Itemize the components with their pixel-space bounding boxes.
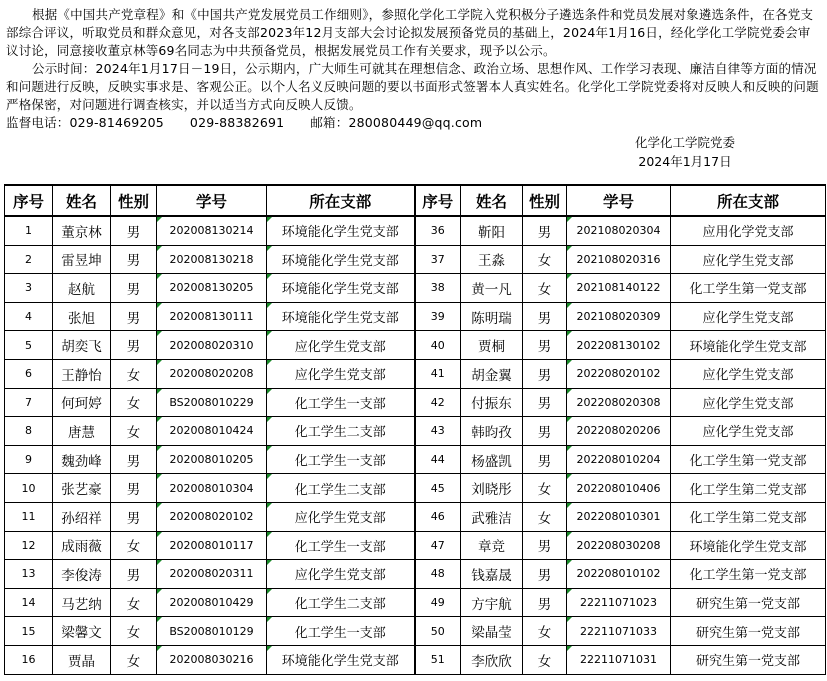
gender-cell: 女: [111, 645, 157, 674]
name-cell: 贾晶: [53, 645, 111, 674]
branch-cell: 化工学生二支部: [267, 588, 415, 617]
header-student-id: 学号: [567, 185, 671, 216]
gender-cell: 女: [523, 245, 567, 274]
gender-cell: 女: [111, 359, 157, 388]
branch-cell: 环境能化学生党支部: [671, 531, 826, 560]
signature-org: 化学化工学院党委: [634, 135, 735, 150]
contact-label: 监督电话：: [6, 115, 70, 130]
branch-cell: 应化学生党支部: [671, 245, 826, 274]
header-student-id: 学号: [157, 185, 267, 216]
gender-cell: 男: [523, 531, 567, 560]
branch-cell: 化工学生二支部: [267, 474, 415, 503]
serial-cell: 16: [5, 645, 53, 674]
gender-cell: 男: [523, 445, 567, 474]
gender-cell: 男: [111, 302, 157, 331]
header-gender: 性别: [523, 185, 567, 216]
branch-cell: 应化学生党支部: [267, 502, 415, 531]
gender-cell: 男: [111, 445, 157, 474]
student-id-cell: 202208010204: [567, 445, 671, 474]
table-row: [5, 216, 826, 245]
serial-cell: 5: [5, 331, 53, 360]
serial-cell: 47: [415, 531, 461, 560]
name-cell: 靳阳: [461, 216, 523, 245]
email-label: 邮箱：: [310, 115, 349, 130]
serial-cell: 45: [415, 474, 461, 503]
student-id-cell: 202008010424: [157, 417, 267, 446]
branch-cell: 应化学生党支部: [671, 359, 826, 388]
serial-cell: 40: [415, 331, 461, 360]
table-row: [5, 445, 826, 474]
gender-cell: 男: [523, 560, 567, 589]
branch-cell: 应用化学党支部: [671, 216, 826, 245]
branch-cell: 化工学生第一党支部: [671, 445, 826, 474]
gender-cell: 男: [523, 302, 567, 331]
serial-cell: 9: [5, 445, 53, 474]
header-serial: 序号: [5, 185, 53, 216]
branch-cell: 研究生第一党支部: [671, 588, 826, 617]
student-id-cell: 202008130218: [157, 245, 267, 274]
gender-cell: 男: [523, 331, 567, 360]
serial-cell: 48: [415, 560, 461, 589]
serial-cell: 7: [5, 388, 53, 417]
gender-cell: 女: [111, 588, 157, 617]
student-id-cell: 202008020310: [157, 331, 267, 360]
notice-paragraph-2: 公示时间：2024年1月17日－19日，公示期内，广大师生可就其在理想信念、政治立场、思想作风、工作学习表现、廉洁自律等方面的情况和问题进行反映，反映实事求是、客观公正。以个人名义反映问题的要以书面形式签署本人真实姓名。化学化工学院党委将对反映人和反映的问题严格保密，对问题进行调查核实，并以适当方式向反映人反馈。: [6, 61, 819, 112]
branch-cell: 应化学生党支部: [267, 560, 415, 589]
student-id-cell: 202008020311: [157, 560, 267, 589]
table-row: [5, 302, 826, 331]
branch-cell: 化工学生一支部: [267, 388, 415, 417]
name-cell: 武雅洁: [461, 502, 523, 531]
serial-cell: 3: [5, 274, 53, 303]
branch-cell: 化工学生第二党支部: [671, 502, 826, 531]
name-cell: 成雨薇: [53, 531, 111, 560]
serial-cell: 11: [5, 502, 53, 531]
name-cell: 董京林: [53, 216, 111, 245]
name-cell: 梁晶莹: [461, 617, 523, 646]
name-cell: 钱嘉晟: [461, 560, 523, 589]
gender-cell: 女: [111, 617, 157, 646]
table-row: [5, 617, 826, 646]
name-cell: 张艺豪: [53, 474, 111, 503]
name-cell: 陈明瑞: [461, 302, 523, 331]
student-id-cell: 22211071033: [567, 617, 671, 646]
student-id-cell: 202008130111: [157, 302, 267, 331]
gender-cell: 男: [111, 502, 157, 531]
name-cell: 黄一凡: [461, 274, 523, 303]
serial-cell: 38: [415, 274, 461, 303]
table-row: [5, 645, 826, 674]
gender-cell: 男: [111, 474, 157, 503]
serial-cell: 39: [415, 302, 461, 331]
branch-cell: 环境能化学生党支部: [267, 245, 415, 274]
student-id-cell: 202008130214: [157, 216, 267, 245]
serial-cell: 10: [5, 474, 53, 503]
branch-cell: 应化学生党支部: [671, 302, 826, 331]
serial-cell: 42: [415, 388, 461, 417]
branch-cell: 化工学生第二党支部: [671, 474, 826, 503]
serial-cell: 4: [5, 302, 53, 331]
name-cell: 李欣欣: [461, 645, 523, 674]
serial-cell: 50: [415, 617, 461, 646]
gender-cell: 女: [111, 531, 157, 560]
header-branch: 所在支部: [267, 185, 415, 216]
serial-cell: 1: [5, 216, 53, 245]
branch-cell: 化工学生一支部: [267, 617, 415, 646]
student-id-cell: 202208020102: [567, 359, 671, 388]
branch-cell: 环境能化学生党支部: [671, 331, 826, 360]
serial-cell: 13: [5, 560, 53, 589]
table-row: [5, 474, 826, 503]
serial-cell: 41: [415, 359, 461, 388]
gender-cell: 男: [111, 331, 157, 360]
name-cell: 王淼: [461, 245, 523, 274]
table-header-row: [5, 185, 826, 216]
gender-cell: 男: [111, 216, 157, 245]
branch-cell: 化工学生第一党支部: [671, 560, 826, 589]
table-row: [5, 359, 826, 388]
student-id-cell: 202108140122: [567, 274, 671, 303]
student-id-cell: 202208010102: [567, 560, 671, 589]
serial-cell: 36: [415, 216, 461, 245]
name-cell: 赵航: [53, 274, 111, 303]
branch-cell: 环境能化学生党支部: [267, 274, 415, 303]
table-row: [5, 331, 826, 360]
gender-cell: 男: [523, 216, 567, 245]
student-id-cell: 202008130205: [157, 274, 267, 303]
student-id-cell: BS2008010129: [157, 617, 267, 646]
branch-cell: 化工学生第一党支部: [671, 274, 826, 303]
branch-cell: 化工学生一支部: [267, 531, 415, 560]
gender-cell: 女: [523, 274, 567, 303]
student-id-cell: BS2008010229: [157, 388, 267, 417]
member-table: [4, 184, 826, 675]
gender-cell: 女: [523, 474, 567, 503]
branch-cell: 化工学生一支部: [267, 445, 415, 474]
gender-cell: 男: [523, 359, 567, 388]
serial-cell: 46: [415, 502, 461, 531]
student-id-cell: 202208020206: [567, 417, 671, 446]
student-id-cell: 202108020304: [567, 216, 671, 245]
name-cell: 何珂婷: [53, 388, 111, 417]
serial-cell: 2: [5, 245, 53, 274]
branch-cell: 研究生第一党支部: [671, 617, 826, 646]
table-row: [5, 560, 826, 589]
header-name: 姓名: [53, 185, 111, 216]
gender-cell: 女: [111, 388, 157, 417]
name-cell: 唐慧: [53, 417, 111, 446]
branch-cell: 应化学生党支部: [267, 359, 415, 388]
name-cell: 王静怡: [53, 359, 111, 388]
name-cell: 李俊涛: [53, 560, 111, 589]
gender-cell: 女: [523, 645, 567, 674]
signature-block: [605, 133, 765, 171]
gender-cell: 男: [111, 274, 157, 303]
student-id-cell: 202008010304: [157, 474, 267, 503]
name-cell: 梁馨文: [53, 617, 111, 646]
gender-cell: 女: [523, 502, 567, 531]
name-cell: 韩昀孜: [461, 417, 523, 446]
student-id-cell: 202008010117: [157, 531, 267, 560]
gender-cell: 女: [111, 417, 157, 446]
serial-cell: 49: [415, 588, 461, 617]
student-id-cell: 202208020308: [567, 388, 671, 417]
name-cell: 刘晓彤: [461, 474, 523, 503]
table-row: [5, 274, 826, 303]
serial-cell: 51: [415, 645, 461, 674]
gender-cell: 男: [111, 245, 157, 274]
student-id-cell: 202108020316: [567, 245, 671, 274]
student-id-cell: 202008030216: [157, 645, 267, 674]
branch-cell: 应化学生党支部: [671, 388, 826, 417]
student-id-cell: 22211071031: [567, 645, 671, 674]
table-row: [5, 531, 826, 560]
name-cell: 方宇航: [461, 588, 523, 617]
phone-1: 029-81469205: [69, 115, 164, 130]
table-body: [5, 216, 826, 674]
gender-cell: 女: [523, 617, 567, 646]
name-cell: 章竞: [461, 531, 523, 560]
signature-date: 2024年1月17日: [638, 154, 732, 169]
serial-cell: 8: [5, 417, 53, 446]
email: 280080449@qq.com: [348, 115, 483, 130]
name-cell: 魏劲峰: [53, 445, 111, 474]
header-gender: 性别: [111, 185, 157, 216]
table-row: [5, 245, 826, 274]
serial-cell: 6: [5, 359, 53, 388]
table-row: [5, 388, 826, 417]
name-cell: 马艺纳: [53, 588, 111, 617]
student-id-cell: 202008010429: [157, 588, 267, 617]
serial-cell: 43: [415, 417, 461, 446]
name-cell: 雷昱坤: [53, 245, 111, 274]
gender-cell: 男: [523, 588, 567, 617]
header-branch: 所在支部: [671, 185, 826, 216]
gender-cell: 男: [523, 417, 567, 446]
student-id-cell: 202208010301: [567, 502, 671, 531]
serial-cell: 44: [415, 445, 461, 474]
name-cell: 胡奕飞: [53, 331, 111, 360]
contact-line: [6, 114, 821, 132]
student-id-cell: 202008020102: [157, 502, 267, 531]
branch-cell: 环境能化学生党支部: [267, 216, 415, 245]
header-name: 姓名: [461, 185, 523, 216]
table-row: [5, 502, 826, 531]
student-id-cell: 202108020309: [567, 302, 671, 331]
table-row: [5, 588, 826, 617]
serial-cell: 14: [5, 588, 53, 617]
branch-cell: 环境能化学生党支部: [267, 302, 415, 331]
branch-cell: 应化学生党支部: [671, 417, 826, 446]
phone-2: 029-88382691: [189, 115, 285, 130]
name-cell: 胡金翼: [461, 359, 523, 388]
student-id-cell: 202008020208: [157, 359, 267, 388]
name-cell: 张旭: [53, 302, 111, 331]
name-cell: 付振东: [461, 388, 523, 417]
student-id-cell: 202008010205: [157, 445, 267, 474]
serial-cell: 37: [415, 245, 461, 274]
student-id-cell: 202208030208: [567, 531, 671, 560]
branch-cell: 环境能化学生党支部: [267, 645, 415, 674]
gender-cell: 男: [523, 388, 567, 417]
notice-paragraph-1: 根据《中国共产党章程》和《中国共产党发展党员工作细则》，参照化学化工学院入党积极分子遴选条件和党员发展对象遴选条件，在各党支部综合评议，听取党员和群众意见，对各支部2023年12月支部大会讨论拟发展预备党员的基础上，2024年1月16日，经化学化工学院党委会审议讨论，同意接收董京林等69名同志为中共预备党员，根据发展党员工作有关要求，现予以公示。: [6, 7, 814, 58]
header-serial: 序号: [415, 185, 461, 216]
branch-cell: 应化学生党支部: [267, 331, 415, 360]
serial-cell: 15: [5, 617, 53, 646]
name-cell: 杨盛凯: [461, 445, 523, 474]
gender-cell: 男: [111, 560, 157, 589]
table-row: [5, 417, 826, 446]
branch-cell: 研究生第一党支部: [671, 645, 826, 674]
notice: [6, 6, 821, 132]
serial-cell: 12: [5, 531, 53, 560]
student-id-cell: 202208130102: [567, 331, 671, 360]
name-cell: 贾桐: [461, 331, 523, 360]
name-cell: 孙绍祥: [53, 502, 111, 531]
branch-cell: 化工学生二支部: [267, 417, 415, 446]
student-id-cell: 202208010406: [567, 474, 671, 503]
student-id-cell: 22211071023: [567, 588, 671, 617]
